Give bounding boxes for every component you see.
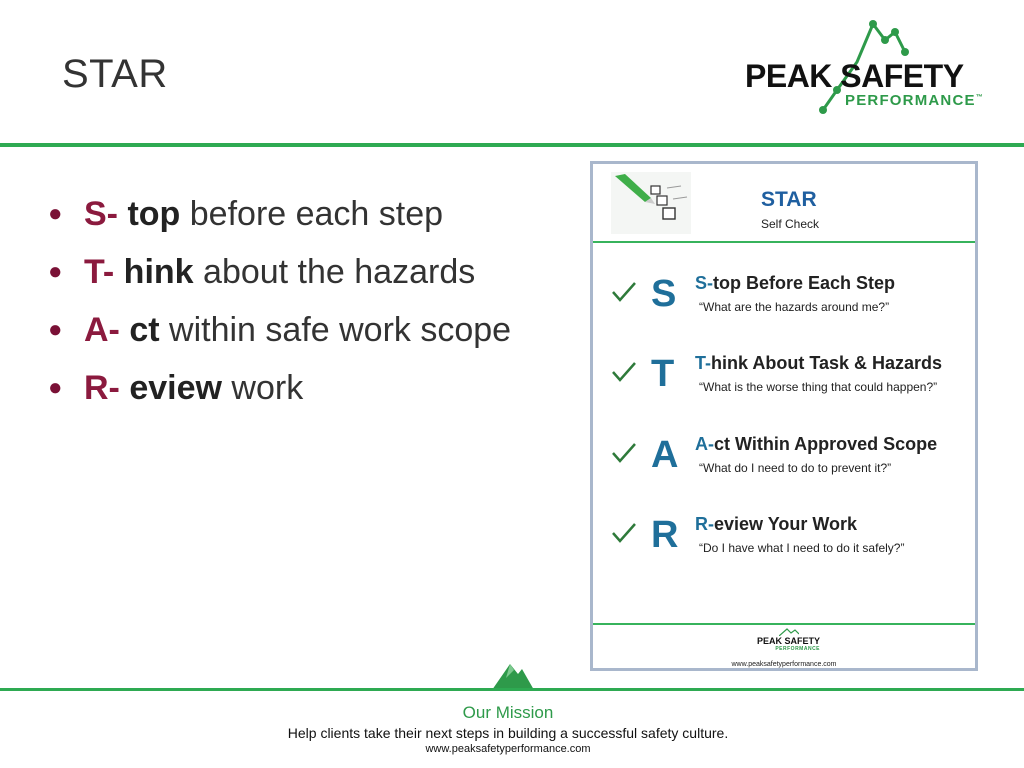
card-footer-logo: PEAK SAFETY PERFORMANCE	[757, 636, 820, 652]
mission-title: Our Mission	[462, 703, 554, 722]
bullet-dot-icon: ●	[48, 316, 63, 343]
card-row-letter: S	[651, 273, 677, 315]
mountain-icon	[492, 660, 534, 690]
check-icon	[611, 361, 637, 383]
card-header	[593, 164, 975, 242]
bullet-item: ● S- top before each step	[48, 185, 511, 243]
card-row-letter: A	[651, 434, 679, 476]
bullet-item: ● T- hink about the hazards	[48, 243, 511, 301]
bullet-dot-icon: ●	[48, 200, 63, 227]
logo-subtitle: PERFORMANCE™	[845, 92, 984, 109]
card-row-t	[593, 347, 975, 417]
card-subtitle: Self Check	[761, 217, 820, 231]
card-footer-url: www.peaksafetyperformance.com	[731, 661, 837, 668]
card-row-heading: T-hink About Task & Hazards	[695, 353, 943, 373]
card-row-a	[593, 428, 975, 498]
bullet-item: ● A- ct within safe work scope	[48, 301, 511, 359]
bullet-item: ● R- eview work	[48, 359, 511, 417]
mini-peak-icon	[779, 628, 799, 636]
card-row-letter: T	[651, 353, 675, 395]
footer-divider	[0, 688, 1024, 691]
bullet-dot-icon: ●	[48, 258, 63, 285]
logo-wordmark: PEAK SAFETY	[745, 58, 964, 94]
check-icon	[611, 522, 637, 544]
mission-tagline: Help clients take their next steps in building a successful safety culture.	[287, 725, 729, 741]
card-footer-divider	[593, 623, 975, 625]
card-row-heading: A-ct Within Approved Scope	[695, 434, 938, 454]
check-icon	[611, 281, 637, 303]
bullet-dot-icon: ●	[48, 374, 63, 401]
card-row-question: “What is the worse thing that could happen?”	[699, 380, 938, 394]
card-row-letter: R	[651, 514, 679, 556]
card-row-question: “What are the hazards around me?”	[699, 300, 890, 314]
card-row-question: “Do I have what I need to do it safely?”	[699, 541, 905, 555]
slide-title: STAR	[62, 52, 168, 96]
card-title: STAR	[761, 188, 817, 211]
card-row-s	[593, 267, 975, 337]
checklist-pen-icon	[611, 172, 691, 234]
card-row-question: “What do I need to do to prevent it?”	[699, 461, 892, 475]
card-row-r	[593, 508, 975, 578]
card-row-heading: S-top Before Each Step	[695, 273, 896, 293]
header-divider	[0, 143, 1024, 147]
card-row-heading: R-eview Your Work	[695, 514, 858, 534]
check-icon	[611, 442, 637, 464]
star-self-check-card	[590, 161, 978, 671]
peak-safety-logo	[745, 18, 995, 118]
footer-url: www.peaksafetyperformance.com	[425, 743, 591, 755]
card-header-divider	[593, 241, 975, 243]
star-bullet-list	[48, 185, 511, 417]
